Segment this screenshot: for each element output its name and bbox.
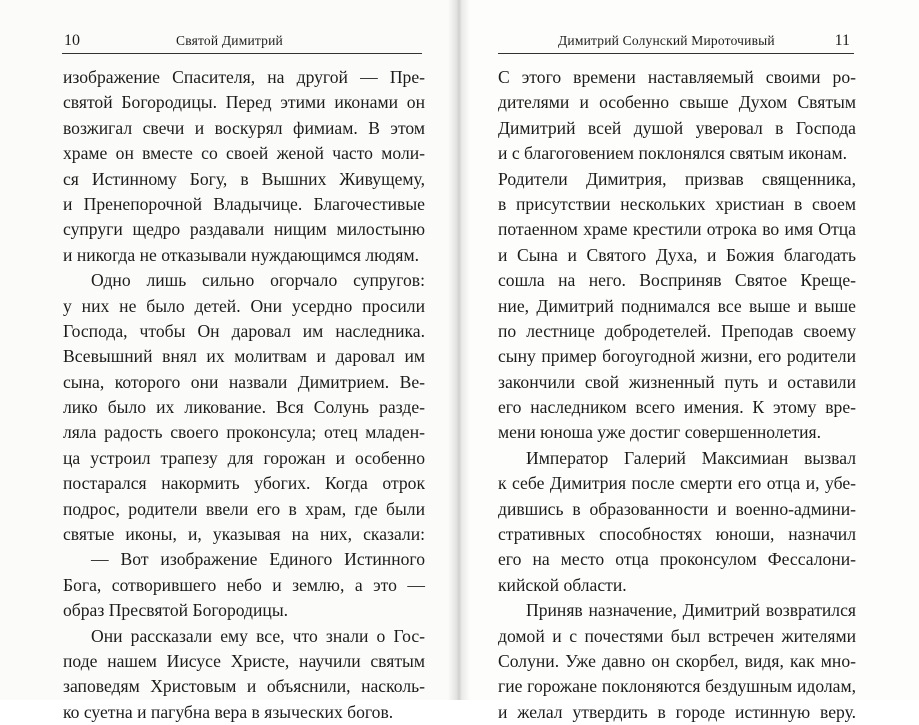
right-header-rule [498,53,854,54]
text-line: сына, которого они назвали Димитрием. Ве- [63,371,425,392]
text-line: супруги щедро раздавали нищим милостыню [63,219,425,240]
right-running-title: Димитрий Солунский Мироточивый [558,33,775,48]
left-header-rule [62,53,422,54]
text-line: Димитрий всей душой уверовал в Господа [498,117,856,138]
text-line: подрос, родители ввели его в храм, где были [63,498,425,519]
text-line: постарался накормить убогих. Когда отрок [63,473,425,494]
left-page-number: 10 [64,32,80,49]
text-line: ляла радость своего проконсула; отец младен- [63,422,425,443]
left-running-title: Святой Димитрий [176,33,283,48]
text-line: ца устроил трапезу для горожан и особенно [63,447,425,468]
text-line: поде нашем Иисусе Христе, научили святым [63,650,425,671]
text-line: Родители Димитрия, призвав священника, [498,168,856,189]
text-line: гие горожане поклоняются бездушным идолам, [498,676,856,697]
right-page-header [498,30,854,54]
text-line: Император Галерий Максимиан вызвал [526,447,856,468]
text-line: его наследником всего имения. К этому вре- [498,397,856,418]
text-line: заповедям Христовым и объяснили, насколь- [63,676,425,697]
text-line: возжигал свечи и воскурял фимиам. В этом [63,117,425,138]
left-page-text [63,65,425,725]
text-line: святые иконы, и, указывая на них, сказали: [63,524,425,545]
text-line: С этого времени наставляемый своими ро- [498,67,856,87]
text-line: к себе Димитрия после смерти его отца и, убе- [498,473,856,494]
text-line: ние, Димитрий поднимался все выше и выше [498,295,856,316]
text-line: изображение Спасителя, на другой — Пре- [63,67,425,87]
text-line: кийской области. [498,574,627,595]
text-line: лико было их ликование. Вся Солунь разде- [63,397,425,418]
text-line: сыну пример богоугодной жизни, его родители [498,346,856,367]
text-line: мени юноша уже достиг совершеннолетия. [498,422,822,443]
text-line: храме он вместе со своей женой часто моли- [63,143,425,164]
text-line: закончили свой жизненный путь и оставили [498,371,856,392]
text-line: Приняв назначение, Димитрий возвратился [526,600,856,621]
text-line: и Сына и Святого Духа, и Божия благодать [498,244,856,265]
text-line: Они рассказали ему все, что знали о Гос- [91,625,425,646]
text-line: Бога, сотворившего небо и землю, а это — [63,574,425,595]
text-line: дившись в образованности и военно-админи- [498,498,856,519]
book-gutter-shadow [448,0,470,700]
text-line: — Вот изображение Единого Истинного [91,549,425,570]
text-line: у них не было детей. Они усердно просили [63,295,425,316]
text-line: его на место отца проконсулом Фессалони- [498,549,856,570]
text-line: стративных способностях юноши, назначил [498,524,856,545]
text-line: сошла на него. Восприняв Святое Креще- [498,270,856,291]
text-line: дителями и особенно свыше Духом Святым [498,92,856,113]
text-line: Всевышний внял их молитвам и даровал им [63,346,425,367]
text-line: домой и с почестями был встречен жителями [498,625,856,646]
text-line: ся Истинному Богу, в Вышних Живущему, [63,168,425,189]
right-page-text [498,65,856,725]
text-line: и никогда не отказывали нуждающимся людям. [63,244,420,265]
text-line: и Пренепорочной Владычице. Благочестивые [63,193,425,214]
left-page-header [62,30,422,54]
text-line: и желал утвердить в городе истинную веру. [498,701,856,722]
text-line: Одно лишь сильно огорчало супругов: [91,270,425,291]
text-line: по лестнице добродетелей. Преподав своему [498,320,856,341]
text-line: Господа, чтобы Он даровал им наследника. [63,320,425,341]
right-page-number: 11 [834,32,850,49]
right-page [458,0,919,722]
left-page [0,0,458,722]
text-line: святой Богородицы. Перед этими иконами он [63,92,425,113]
text-line: в присутствии нескольких христиан в своем [498,193,856,214]
text-line: образ Пресвятой Богородицы. [63,600,289,621]
text-line: и с благоговением поклонялся святым иконам. [498,143,848,164]
text-line: ко суетна и пагубна вера в языческих богов. [63,701,394,722]
text-line: Солуни. Уже давно он скорбел, видя, как мно- [498,650,856,671]
text-line: потаенном храме крестили отрока во имя Отца [498,219,856,240]
